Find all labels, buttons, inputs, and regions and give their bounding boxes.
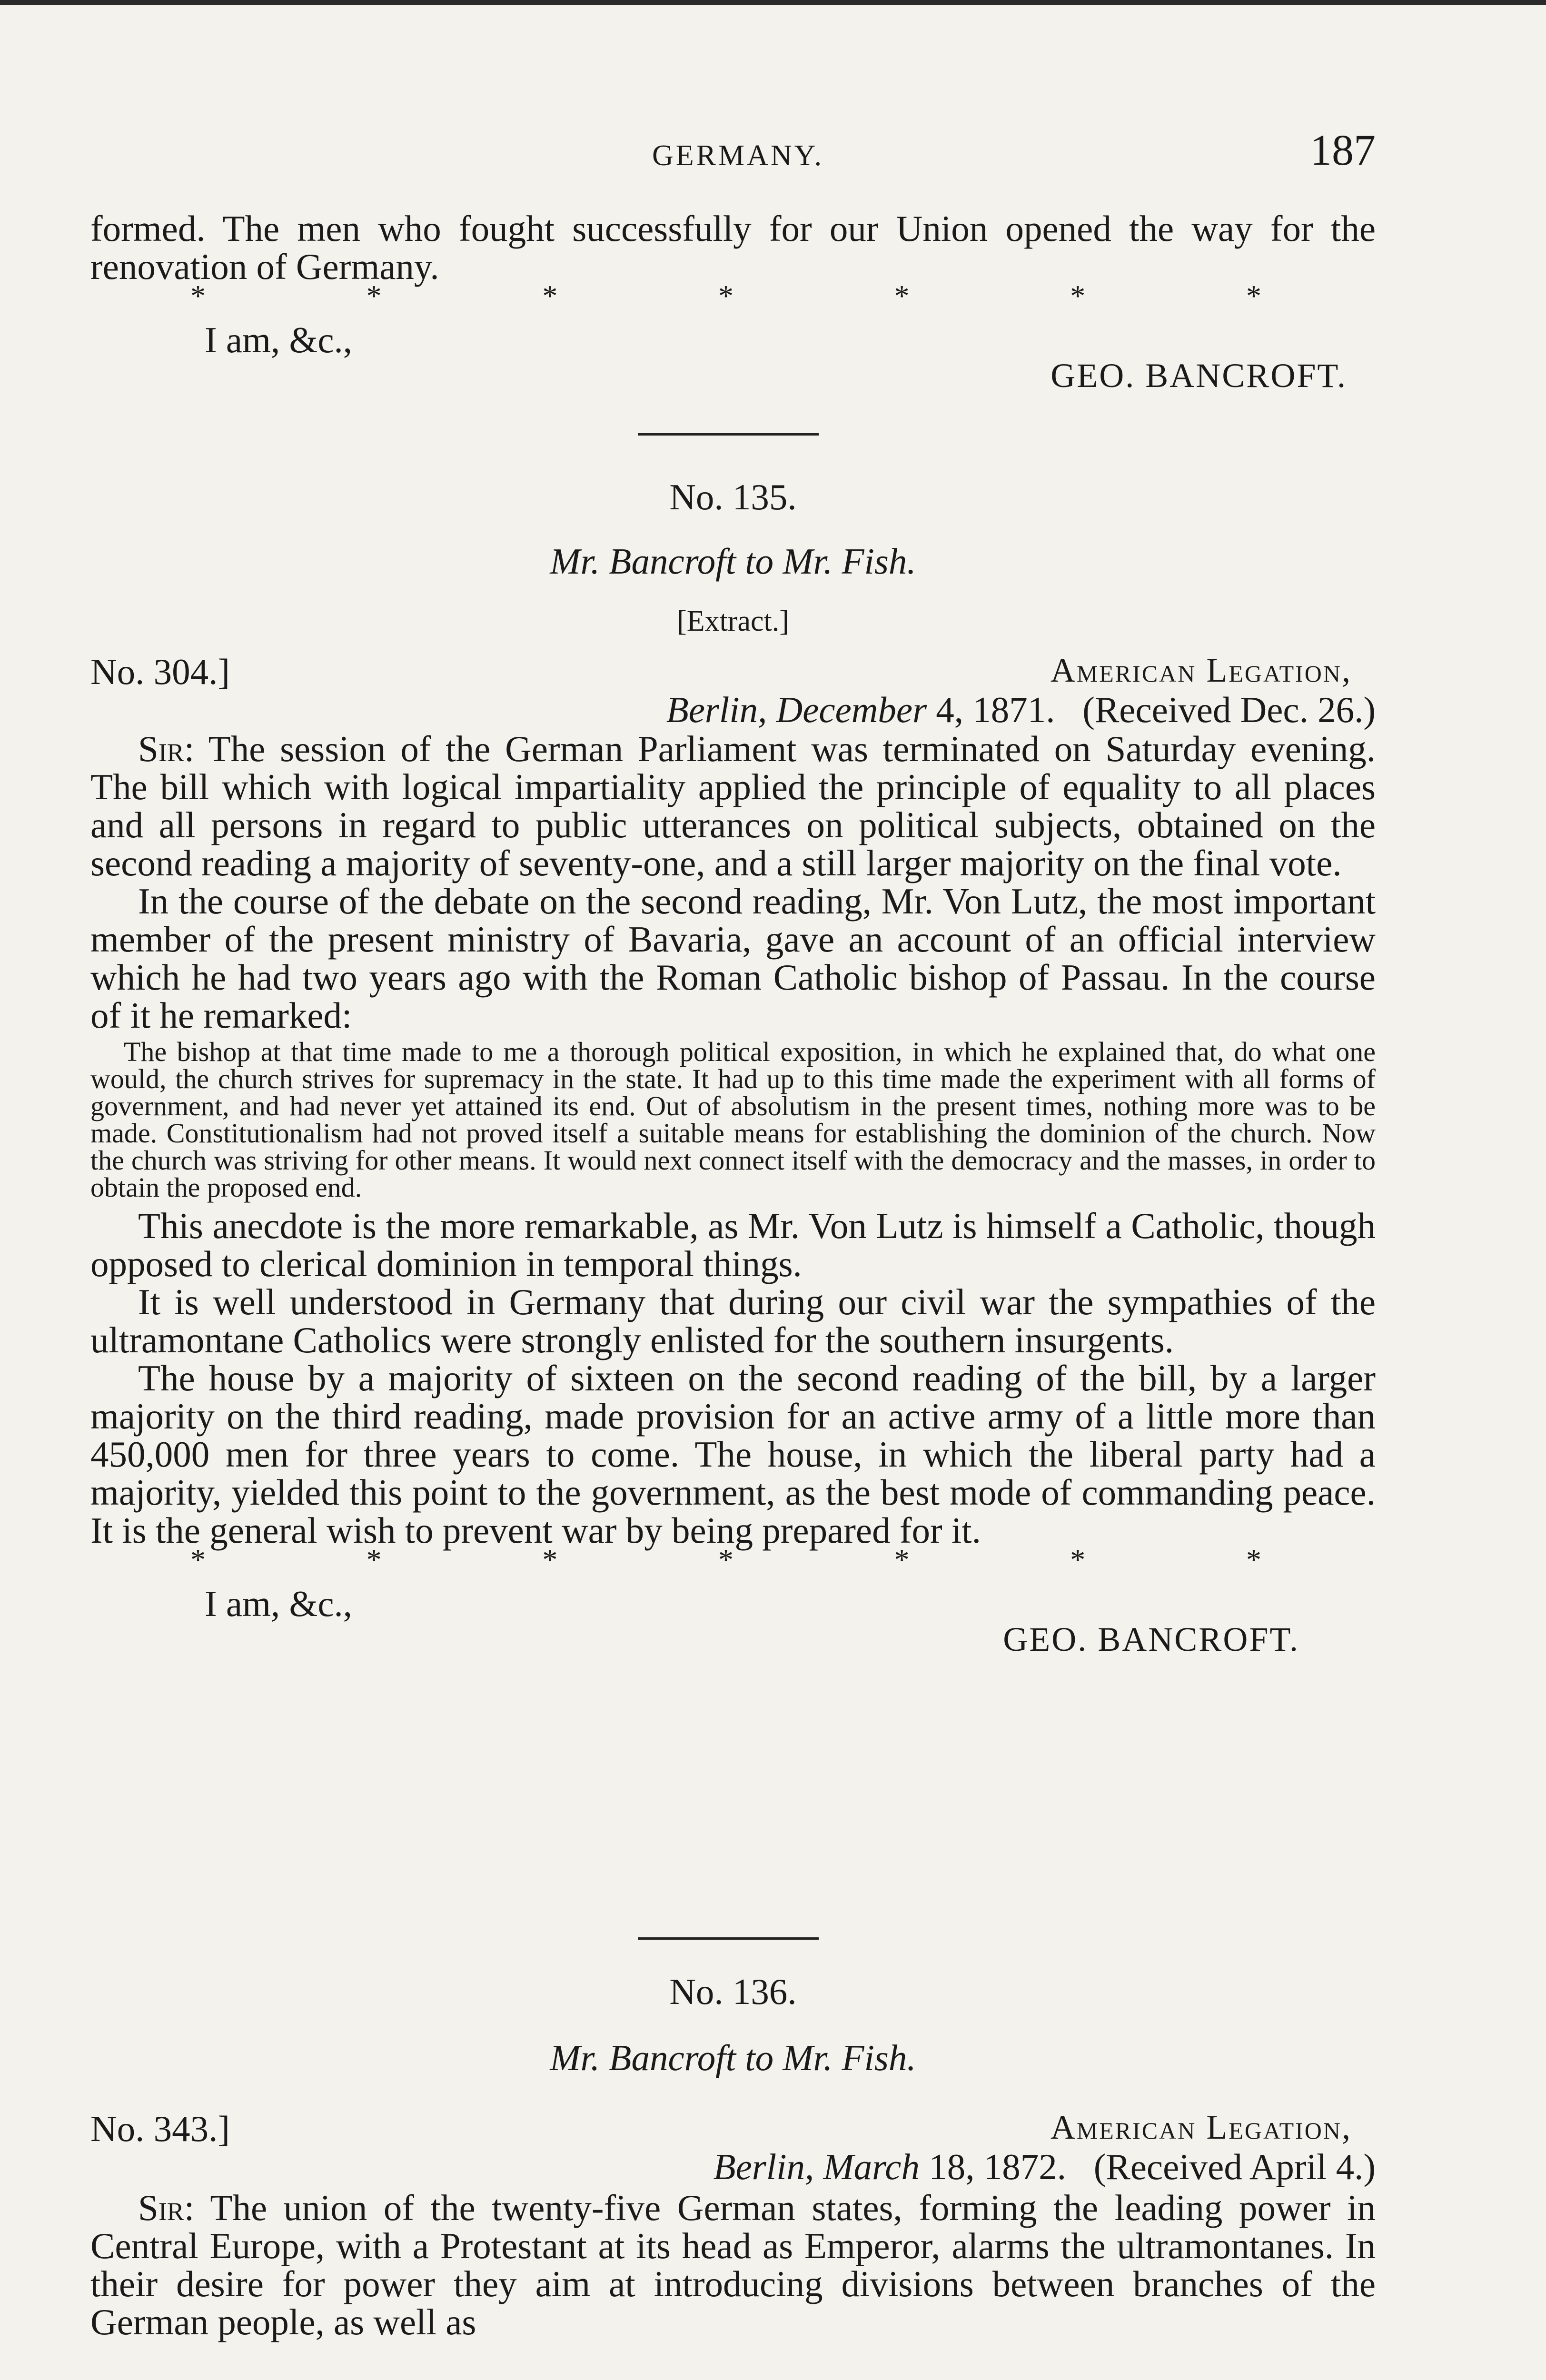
extract-note: [Extract.]	[677, 605, 789, 637]
section-divider	[638, 433, 819, 436]
previous-dispatch-end	[90, 209, 1376, 396]
page-number: 187	[1310, 126, 1376, 174]
star: *	[894, 1543, 910, 1577]
paragraph-text: The session of the German Parliament was terminated on Saturday evening. The bill which with logical impartiality applied the principle of equality to all places and all persons in regard to public utterances on political subjects, obtained on the second reading a majority of seventy-one, and a still larger majority on the final vote.	[90, 728, 1376, 883]
star: *	[542, 279, 558, 313]
star: *	[718, 279, 733, 313]
dispatch-reference: No. 343.]	[90, 2108, 230, 2149]
salutation: Sir:	[138, 728, 195, 769]
dispatch-136	[90, 1971, 1376, 2341]
paragraph-text: The union of the twenty-five German states, forming the leading power in Central Europe, with a Protestant at its head as Emperor, alarms the ultramontanes. In their desire for power they aim at introducing divisions between branches of the German people, as well as	[90, 2187, 1376, 2342]
place-date	[714, 2146, 1376, 2188]
place: Berlin, March	[713, 2146, 920, 2187]
paragraph	[90, 730, 1376, 882]
closing-line: I am, &c.,	[205, 319, 353, 360]
section-divider	[638, 1937, 819, 1940]
legation-name: American Legation,	[1050, 2108, 1352, 2146]
continuation-paragraph: formed. The men who fought successfully for our Union opened the way for the renovation of Germany.	[90, 208, 1376, 287]
star: *	[894, 279, 910, 313]
paragraph: In the course of the debate on the second reading, Mr. Von Lutz, the most important member of the present ministry of Bavaria, gave an account of an official interview which he had two years ago with the Roman Catholic bishop of Passau. In the course of it he remarked:	[90, 881, 1376, 1036]
dateline	[90, 651, 1376, 730]
star: *	[366, 1543, 382, 1577]
paragraph: It is well understood in Germany that during our civil war the sympathies of the ultramontane Catholics were strongly enlisted for the southern insurgents.	[90, 1281, 1376, 1360]
paragraph: This anecdote is the more remarkable, as Mr. Von Lutz is himself a Catholic, though opposed to clerical dominion in temporal things.	[90, 1205, 1376, 1284]
dispatch-number-heading: No. 135.	[669, 476, 797, 517]
star: *	[190, 1543, 206, 1577]
paragraph: The house by a majority of sixteen on the second reading of the bill, by a larger majority on the third reading, made provision for an active army of a little more than 450,000 men for three years to come. The house, in which the liberal party had a majority, yielded this point to the government, as the best mode of commanding peace. It is the general wish to prevent war by being prepared for it.	[90, 1358, 1376, 1551]
signature: GEO. BANCROFT.	[1050, 357, 1347, 395]
place: Berlin, December	[666, 689, 927, 730]
dispatch-title: Mr. Bancroft to Mr. Fish.	[550, 541, 916, 582]
star: *	[718, 1543, 733, 1577]
star: *	[190, 279, 206, 313]
dispatch-number-heading: No. 136.	[669, 1971, 797, 2012]
block-quote: The bishop at that time made to me a thorough political exposition, in which he explained that, do what one would, the church strives for supremacy in the state. It had up to this time made the experiment with all forms of government, and had never yet attained its end. Out of absolutism in the present times, nothing more was to be made. Constitutionalism had not proved itself a suitable means for establishing the dominion of the church. Now the church was striving for other means. It would next connect itself with the democracy and the masses, in order to obtain the proposed end.	[90, 1036, 1376, 1203]
received-date: (Received Dec. 26.)	[1082, 689, 1376, 730]
paragraph	[90, 2189, 1376, 2341]
place-date	[666, 689, 1376, 731]
signature: GEO. BANCROFT.	[1003, 1620, 1299, 1658]
document-page	[90, 0, 1376, 2380]
closing-line: I am, &c.,	[205, 1583, 353, 1624]
star: *	[1246, 1543, 1261, 1577]
date: 18, 1872.	[919, 2146, 1066, 2187]
star: *	[542, 1543, 558, 1577]
running-head: GERMANY.	[652, 139, 824, 172]
dispatch-title: Mr. Bancroft to Mr. Fish.	[550, 2037, 916, 2078]
page-header	[90, 125, 1376, 177]
date: 4, 1871.	[927, 689, 1055, 730]
star: *	[366, 279, 382, 313]
dateline	[90, 2108, 1376, 2187]
dispatch-reference: No. 304.]	[90, 651, 230, 692]
dispatch-135	[90, 476, 1376, 1659]
star: *	[1070, 1543, 1086, 1577]
received-date: (Received April 4.)	[1093, 2146, 1376, 2187]
star: *	[1070, 279, 1086, 313]
salutation: Sir:	[138, 2187, 195, 2228]
star: *	[1246, 279, 1261, 313]
legation-name: American Legation,	[1050, 651, 1352, 689]
